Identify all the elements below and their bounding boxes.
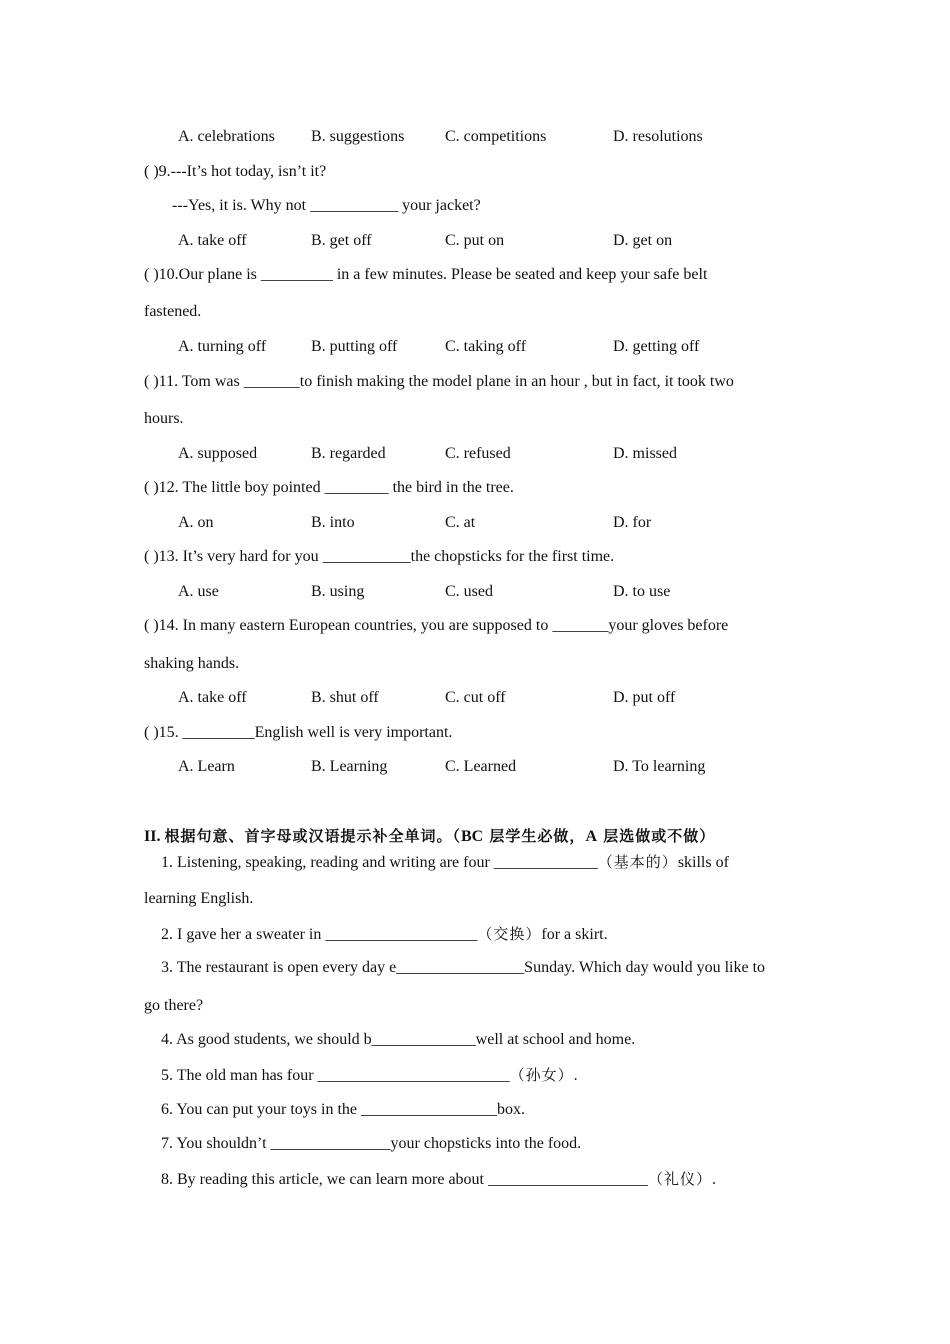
option-d: D. put off	[613, 689, 676, 706]
question-stem: ( )13. It’s very hard for you ___________the chopsticks for the first time.	[144, 548, 615, 565]
chinese-hint: （基本的）	[597, 853, 678, 871]
option-b: B. into	[311, 514, 355, 531]
sentence-text: 1. Listening, speaking, reading and writing are four _____________	[161, 854, 598, 871]
section-heading	[144, 826, 715, 846]
question-stem-continued: fastened.	[144, 303, 202, 320]
option-c: C. refused	[445, 445, 511, 462]
option-b: B. regarded	[311, 445, 386, 462]
option-c: C. taking off	[445, 338, 527, 355]
heading-text-cn: 根据句意、首字母或汉语提示补全单词。（	[164, 827, 461, 845]
option-c: C. put on	[445, 232, 505, 249]
option-c: C. at	[445, 514, 476, 531]
option-b: B. putting off	[311, 338, 398, 355]
fill-sentence: 3. The restaurant is open every day e________________Sunday. Which day would you like to	[161, 959, 766, 976]
heading-level-a: A	[585, 828, 597, 845]
option-d: D. to use	[613, 583, 671, 600]
sentence-text: 2. I gave her a sweater in ___________________	[161, 926, 478, 943]
question-stem: ( )14. In many eastern European countries, you are supposed to _______your gloves before	[144, 617, 729, 634]
chinese-hint: （礼仪）	[648, 1170, 713, 1188]
option-a: A. Learn	[178, 758, 235, 775]
option-a: A. celebrations	[178, 128, 275, 145]
sentence-text: for a skirt.	[541, 926, 608, 943]
option-d: D. resolutions	[613, 128, 703, 145]
sentence-text: 8. By reading this article, we can learn more about ____________________	[161, 1171, 648, 1188]
fill-sentence	[161, 1169, 716, 1189]
heading-text-cn: 层选做或不做）	[597, 827, 716, 845]
option-d: D. missed	[613, 445, 677, 462]
sentence-text: .	[712, 1171, 717, 1188]
fill-sentence: 7. You shouldn’t _______________your chopsticks into the food.	[161, 1135, 582, 1152]
option-b: B. shut off	[311, 689, 379, 706]
option-b: B. suggestions	[311, 128, 405, 145]
question-stem-continued: hours.	[144, 410, 184, 427]
chinese-hint: （孙女）	[509, 1066, 574, 1084]
option-b: B. Learning	[311, 758, 388, 775]
option-d: D. get on	[613, 232, 673, 249]
question-stem-continued: shaking hands.	[144, 655, 240, 672]
fill-sentence-continued: go there?	[144, 997, 204, 1014]
chinese-hint: （交换）	[477, 925, 542, 943]
option-d: D. getting off	[613, 338, 700, 355]
fill-sentence	[161, 1065, 578, 1085]
question-stem: ( )15. _________English well is very important.	[144, 724, 453, 741]
option-d: D. To learning	[613, 758, 706, 775]
sentence-text: skills of	[677, 854, 729, 871]
section-number: II.	[144, 828, 165, 845]
fill-sentence: 4. As good students, we should b_____________well at school and home.	[161, 1031, 636, 1048]
heading-text-cn: 层学生必做，	[483, 827, 586, 845]
fill-sentence: 6. You can put your toys in the _________________box.	[161, 1101, 525, 1118]
question-stem: ( )12. The little boy pointed ________ the bird in the tree.	[144, 479, 514, 496]
question-stem: ( )10.Our plane is _________ in a few minutes. Please be seated and keep your safe belt	[144, 266, 708, 283]
option-a: A. use	[178, 583, 219, 600]
option-d: D. for	[613, 514, 652, 531]
option-b: B. get off	[311, 232, 372, 249]
question-stem-continued: ---Yes, it is. Why not ___________ your jacket?	[172, 197, 481, 214]
option-a: A. turning off	[178, 338, 267, 355]
option-a: A. on	[178, 514, 214, 531]
heading-level-bc: BC	[460, 828, 484, 845]
option-c: C. used	[445, 583, 493, 600]
sentence-text: 5. The old man has four ________________________	[161, 1067, 510, 1084]
option-c: C. Learned	[445, 758, 517, 775]
sentence-text: .	[573, 1067, 578, 1084]
fill-sentence-continued: learning English.	[144, 890, 254, 907]
option-a: A. take off	[178, 232, 247, 249]
option-c: C. competitions	[445, 128, 547, 145]
fill-sentence	[161, 852, 729, 872]
fill-sentence	[161, 924, 608, 944]
question-stem: ( )9.---It’s hot today, isn’t it?	[144, 163, 327, 180]
option-a: A. take off	[178, 689, 247, 706]
option-b: B. using	[311, 583, 365, 600]
option-a: A. supposed	[178, 445, 258, 462]
question-stem: ( )11. Tom was _______to finish making the model plane in an hour , but in fact, it took two	[144, 373, 734, 390]
option-c: C. cut off	[445, 689, 506, 706]
